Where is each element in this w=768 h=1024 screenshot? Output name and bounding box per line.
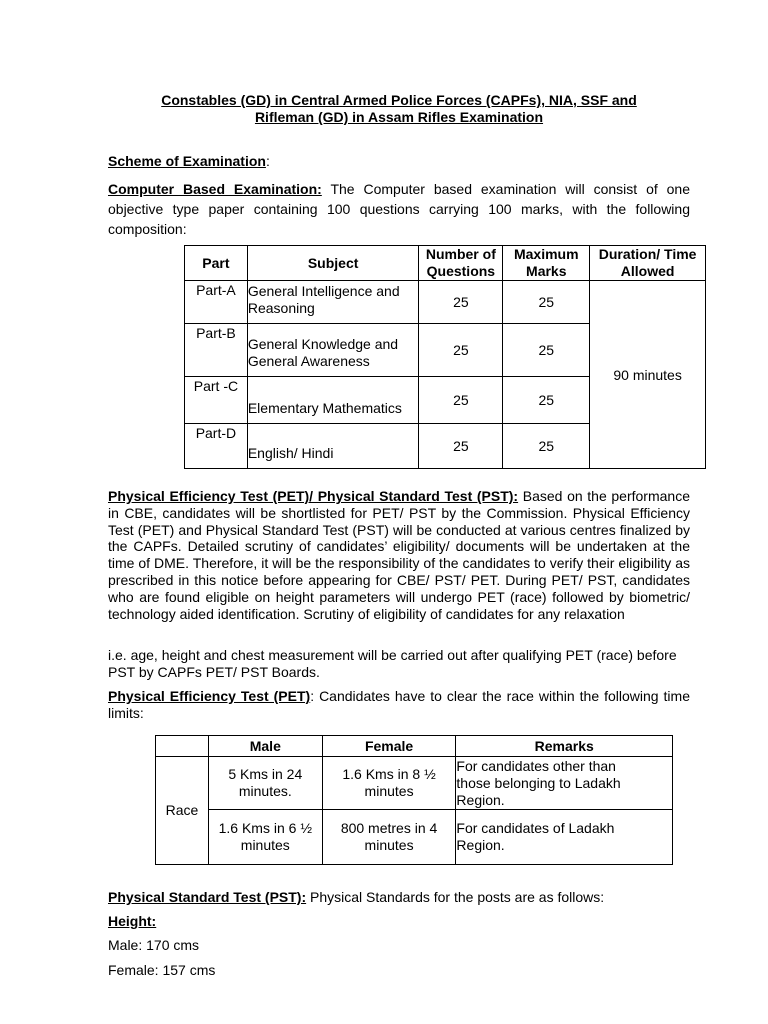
marks-cell: 25 <box>503 424 590 469</box>
height-heading <box>108 913 156 930</box>
pst-heading: Physical Standard Test (PST): <box>108 889 307 905</box>
pet-pst-heading: Physical Efficiency Test (PET)/ Physical Standard Test (PST): <box>108 488 519 504</box>
height-male: Male: 170 cms <box>108 937 200 953</box>
marks-cell: 25 <box>503 377 590 424</box>
questions-cell: 25 <box>419 424 503 469</box>
remarks-cell: For candidates of Ladakh Region. <box>456 810 673 865</box>
header-duration: Duration/ Time Allowed <box>590 246 706 281</box>
cbe-heading: Computer Based Examination: <box>108 181 322 197</box>
header-male: Male <box>208 736 322 757</box>
table2-header-row <box>156 736 673 757</box>
marks-cell: 25 <box>503 281 590 324</box>
header-questions: Number of Questions <box>419 246 503 281</box>
height-female: Female: 157 cms <box>108 962 216 978</box>
document-title <box>108 92 690 126</box>
female-limit-cell: 800 metres in 4 minutes <box>322 810 456 865</box>
male-limit-cell: 1.6 Kms in 6 ½ minutes <box>208 810 322 865</box>
subject-cell: Elementary Mathematics <box>247 377 419 424</box>
table-row <box>185 281 706 324</box>
part-cell: Part-D <box>185 424 248 469</box>
cbe-text: The Computer based examination will consist of one objective type paper containing 100 questions carrying 100 marks, with the following composition: <box>108 181 690 237</box>
questions-cell: 25 <box>419 377 503 424</box>
header-empty <box>156 736 209 757</box>
scheme-colon: : <box>265 153 270 169</box>
header-marks: Maximum Marks <box>503 246 590 281</box>
header-remarks: Remarks <box>456 736 673 757</box>
remarks-cell: For candidates other than those belonging to Ladakh Region. <box>456 757 673 810</box>
pet-pst-paragraph <box>108 488 690 622</box>
pet-pst-text: Based on the performance in CBE, candidates will be shortlisted for PET/ PST by the Commission. Physical Efficiency Test (PET) and Physical Standard Test (PST) will be conducted at various centres finalized by the CAPFs. Detailed scrutiny of candidates’ eligibility/ documents will be undertaken at the time of DME. Therefore, it will be the responsibility of the candidates to verify their eligibility as prescribed in this notice before appearing for CBE/ PST/ PET. During PET/ PST, candidates who are found eligible on height parameters will undergo PET (race) followed by biometric/ technology aided identification. Scrutiny of eligibility of candidates for any relaxation <box>108 488 690 622</box>
table-row <box>156 757 673 810</box>
pet-heading: Physical Efficiency Test (PET) <box>108 688 311 704</box>
female-limit-cell: 1.6 Kms in 8 ½ minutes <box>322 757 456 810</box>
scheme-heading-text: Scheme of Examination <box>108 153 266 169</box>
title-line-1: Constables (GD) in Central Armed Police Forces (CAPFs), NIA, SSF and <box>161 92 637 108</box>
race-label: Race <box>156 757 209 865</box>
table-row <box>156 810 673 865</box>
pet-paragraph <box>108 688 690 738</box>
pst-text: Physical Standards for the posts are as follows: <box>306 889 605 905</box>
header-subject: Subject <box>247 246 419 281</box>
part-cell: Part-A <box>185 281 248 324</box>
male-limit-cell: 5 Kms in 24 minutes. <box>208 757 322 810</box>
marks-cell: 25 <box>503 324 590 377</box>
race-time-limits-table <box>155 735 673 865</box>
header-female: Female <box>322 736 456 757</box>
duration-cell: 90 minutes <box>590 281 706 469</box>
header-part: Part <box>185 246 248 281</box>
height-heading-text: Height: <box>108 913 157 929</box>
subject-cell: English/ Hindi <box>247 424 419 469</box>
part-cell: Part-B <box>185 324 248 377</box>
subject-cell: General Knowledge and General Awareness <box>247 324 419 377</box>
questions-cell: 25 <box>419 324 503 377</box>
subject-cell: General Intelligence and Reasoning <box>247 281 419 324</box>
table1-header-row <box>185 246 706 281</box>
part-cell: Part -C <box>185 377 248 424</box>
exam-composition-table <box>184 245 706 469</box>
pst-paragraph <box>108 889 604 906</box>
questions-cell: 25 <box>419 281 503 324</box>
pet-text: : Candidates have to clear the race within the following time limits: <box>108 688 690 721</box>
pet-pst-paragraph-continued: i.e. age, height and chest measurement will be carried out after qualifying PET (race) before PST by CAPFs PET/ PST Boards. <box>108 647 677 680</box>
title-line-2: Rifleman (GD) in Assam Rifles Examination <box>254 109 544 125</box>
scheme-heading <box>108 153 270 170</box>
